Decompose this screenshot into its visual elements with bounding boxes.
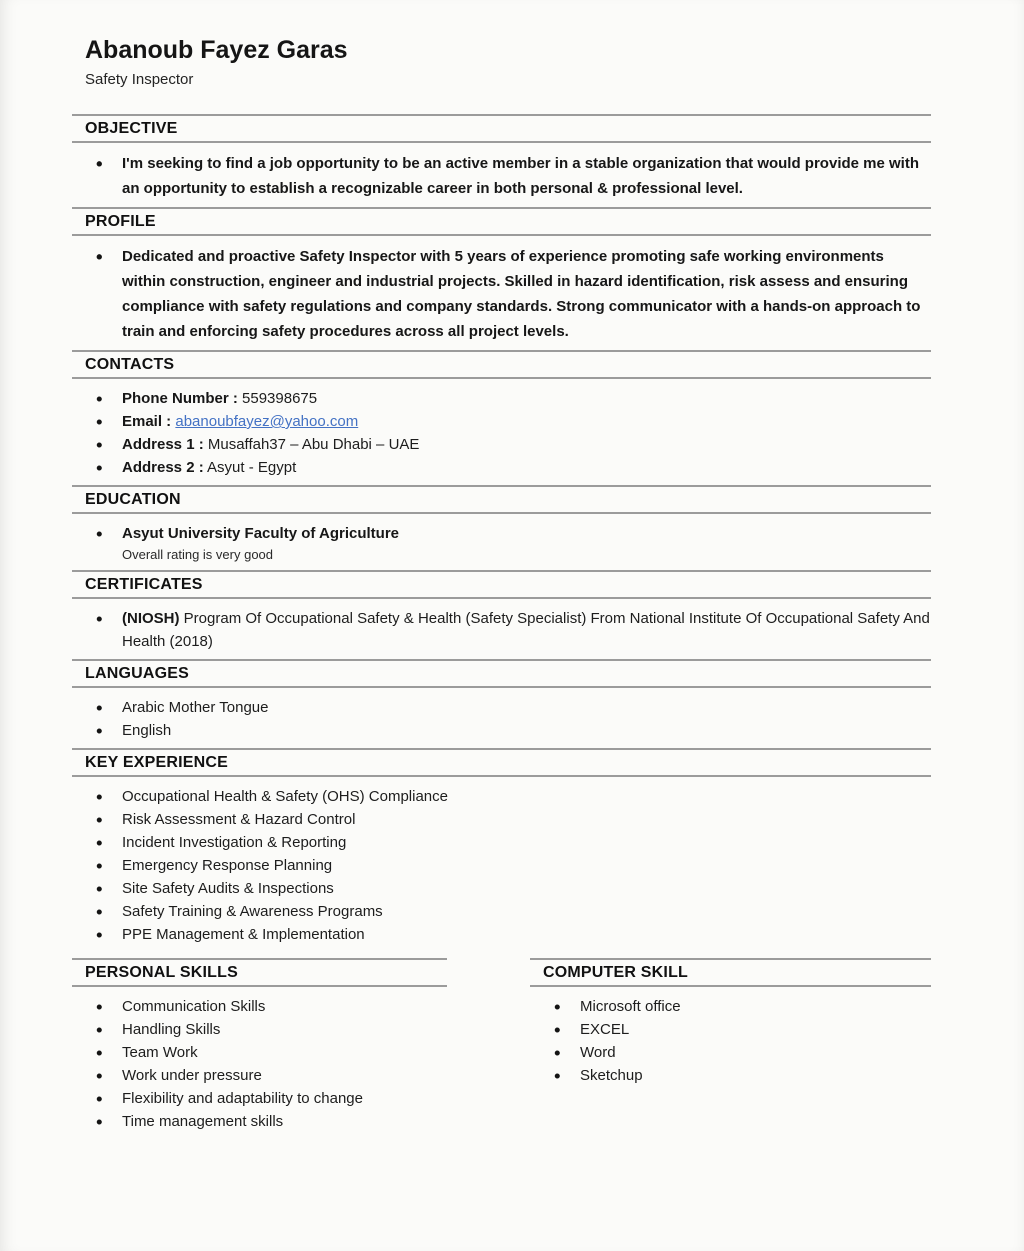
section-education <box>72 485 931 564</box>
section-computer-skill <box>530 952 931 1139</box>
contact-label-phone: Phone Number : <box>122 390 238 407</box>
contact-row-address-2 <box>72 456 931 479</box>
contact-value-address-1: Musaffah37 – Abu Dhabi – UAE <box>207 436 420 453</box>
key-experience-item: • Incident Investigation & Reporting <box>72 831 931 854</box>
section-objective <box>72 114 931 201</box>
computer-skill-item: • Word <box>530 1041 931 1064</box>
section-personal-skills <box>72 952 447 1139</box>
language-item: • English <box>72 719 931 742</box>
email-link[interactable]: abanoubfayez@yahoo.com <box>175 413 359 430</box>
key-experience-item: • Site Safety Audits & Inspections <box>72 877 931 900</box>
computer-skill-item: • Sketchup <box>530 1064 931 1087</box>
section-contacts <box>72 350 931 479</box>
contacts-list <box>72 387 931 479</box>
personal-skill-item: • Time management skills <box>72 1110 447 1133</box>
section-heading-key-experience: KEY EXPERIENCE <box>72 748 931 777</box>
contact-row-email <box>72 410 931 433</box>
personal-skill-item: • Handling Skills <box>72 1018 447 1041</box>
personal-skill-item: • Flexibility and adaptability to change <box>72 1087 447 1110</box>
key-experience-item: • Emergency Response Planning <box>72 854 931 877</box>
person-job-title: Safety Inspector <box>85 71 194 88</box>
computer-skill-item: • EXCEL <box>530 1018 931 1041</box>
certificate-label: (NIOSH) <box>122 610 180 627</box>
section-key-experience <box>72 748 931 946</box>
section-heading-languages: LANGUAGES <box>72 659 931 688</box>
contact-label-address-2: Address 2 : <box>122 459 204 476</box>
objective-list <box>72 151 931 201</box>
section-certificates <box>72 570 931 653</box>
key-experience-list <box>72 785 931 946</box>
contact-row-address-1 <box>72 433 931 456</box>
section-languages <box>72 659 931 742</box>
education-item <box>72 522 931 564</box>
personal-skills-list <box>72 995 447 1133</box>
certificates-list <box>72 607 931 653</box>
computer-skill-item: • Microsoft office <box>530 995 931 1018</box>
skills-columns <box>72 952 931 1139</box>
personal-skill-item: • Communication Skills <box>72 995 447 1018</box>
computer-skill-list <box>530 995 931 1087</box>
education-degree: Asyut University Faculty of Agriculture <box>122 525 400 542</box>
language-item: • Arabic Mother Tongue <box>72 696 931 719</box>
contact-row-phone <box>72 387 931 410</box>
personal-skill-item: • Team Work <box>72 1041 447 1064</box>
education-list <box>72 522 931 564</box>
section-heading-profile: PROFILE <box>72 207 931 236</box>
contact-value-address-2: Asyut - Egypt <box>207 459 297 476</box>
certificate-text: Program Of Occupational Safety & Health (Safety Specialist) From National Institute Of Occupational Safety And Health (2018) <box>122 610 930 650</box>
section-heading-personal-skills: PERSONAL SKILLS <box>72 958 447 987</box>
certificate-item <box>72 607 931 653</box>
education-note: Overall rating is very good <box>122 547 274 562</box>
resume-header <box>72 36 931 90</box>
section-heading-objective: OBJECTIVE <box>72 114 931 143</box>
section-profile <box>72 207 931 344</box>
key-experience-item: • Safety Training & Awareness Programs <box>72 900 931 923</box>
contact-value-phone: 559398675 <box>242 390 318 407</box>
key-experience-item: • PPE Management & Implementation <box>72 923 931 946</box>
profile-item: • Dedicated and proactive Safety Inspector with 5 years of experience promoting safe working environments within construction, engineer and industrial projects. Skilled in hazard identification, risk assess and ensuring compliance with safety regulations and company standards. Strong communicator with a hands-on approach to train and enforcing safety procedures across all project levels. <box>72 244 931 344</box>
contact-label-address-1: Address 1 : <box>122 436 204 453</box>
profile-list <box>72 244 931 344</box>
section-heading-education: EDUCATION <box>72 485 931 514</box>
person-name: Abanoub Fayez Garas <box>85 36 348 64</box>
contact-label-email: Email : <box>122 413 172 430</box>
section-heading-computer-skill: COMPUTER SKILL <box>530 958 931 987</box>
key-experience-item: • Risk Assessment & Hazard Control <box>72 808 931 831</box>
key-experience-item: • Occupational Health & Safety (OHS) Compliance <box>72 785 931 808</box>
objective-item: • I'm seeking to find a job opportunity to be an active member in a stable organization that would provide me with an opportunity to establish a recognizable career in both personal & professional level. <box>72 151 931 201</box>
languages-list <box>72 696 931 742</box>
section-heading-certificates: CERTIFICATES <box>72 570 931 599</box>
personal-skill-item: • Work under pressure <box>72 1064 447 1087</box>
section-heading-contacts: CONTACTS <box>72 350 931 379</box>
